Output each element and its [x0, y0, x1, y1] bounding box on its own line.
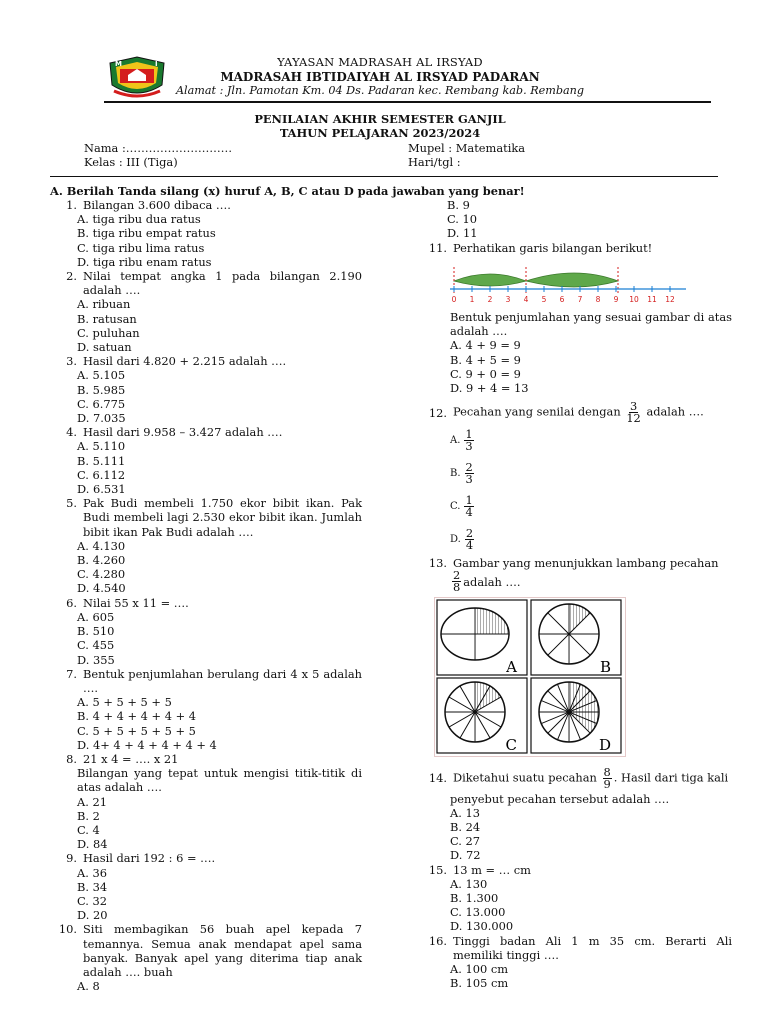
answer-option[interactable]: D. 20 — [77, 908, 108, 923]
field-hari[interactable]: Hari/tgl : — [408, 155, 461, 169]
question-15: 15. 13 m = … cm — [428, 862, 531, 877]
q12-option-b[interactable]: B. $\frac{2}{3}$ — [450, 460, 473, 487]
q10-option[interactable]: B. 9 — [447, 198, 470, 212]
q16-option[interactable]: A. 100 cm — [450, 962, 509, 977]
number-line-label: 12 — [665, 294, 675, 303]
school-name: MADRASAH IBTIDAIYAH AL IRSYAD PADARAN — [220, 70, 540, 84]
left-column — [50, 198, 362, 993]
answer-option[interactable]: A. 21 — [77, 794, 107, 809]
question-12: 12. Pecahan yang senilai dengan $\frac{3}{12}$ adalah …. — [428, 399, 704, 426]
answer-option[interactable]: D. 4.540 — [77, 581, 126, 596]
answer-option[interactable]: B. tiga ribu empat ratus — [77, 226, 216, 241]
question-9: 9. Hasil dari 192 : 6 = …. — [66, 851, 216, 866]
number-line-label: 7 — [577, 294, 583, 303]
answer-option[interactable]: C. 6.775 — [77, 396, 126, 411]
question-2: 2. Nilai tempat angka 1 pada bilangan 2.190 adalah …. — [66, 269, 362, 298]
number-line-label: 5 — [541, 294, 547, 303]
answer-option[interactable]: C. puluhan — [77, 325, 140, 340]
answer-option[interactable]: A. 8 — [77, 979, 100, 994]
answer-option[interactable]: A. 5 + 5 + 5 + 5 — [77, 695, 172, 710]
answer-option[interactable]: C. tiga ribu lima ratus — [77, 240, 205, 255]
q15-option[interactable]: B. 1.300 — [450, 891, 499, 906]
answer-option[interactable]: A. 605 — [77, 609, 115, 624]
figure-label: B — [599, 658, 611, 677]
number-line-label: 3 — [505, 294, 511, 303]
q11-option[interactable]: B. 4 + 5 = 9 — [450, 352, 521, 367]
q11-option[interactable]: C. 9 + 0 = 9 — [450, 366, 521, 381]
field-kelas: Kelas : III (Tiga) — [84, 155, 178, 169]
q15-option[interactable]: C. 13.000 — [450, 905, 506, 920]
number-line-label: 10 — [629, 294, 639, 303]
answer-option[interactable]: D. tiga ribu enam ratus — [77, 254, 212, 269]
right-column: B. 9 C. 10 D. 11 11. Perhatikan garis bilangan berikut! 0 1 2 3 4 5 6 7 8 9 10 11 12 Bentuk penjumlahan yang sesuai gambar di atas adalah …. A. 4 + 9 = 9 B. 4 + 5 = 9 C. 9 + 0 = 9 D. 9 + 4 = 13 12. Pecahan yang senilai dengan $\frac{3}{12}$ adalah …. A. $\frac{1}{3}$ B. $\frac{2}{3}$ C. $\frac{1}{4}$ D. $\frac{2}{4}$ 13. Gambar yang menunjukkan lambang pecahan $\frac{2}{8}$ adalah …. A B C D 14. Diketahui suatu pecahan $\frac{8}{9}$ . Hasil dari tiga kali penyebut pecahan tersebut adalah …. A. 13 B. 24 C. 27 D. 72 15. 13 m = … cm A. 130 B. 1.300 C. 13.000 D. 130.000 16. Tinggi badan Ali 1 m 35 cm. Berarti Ali memiliki tinggi …. A. 100 cm B. 105 cm — [420, 198, 732, 990]
question-16: 16. Tinggi badan Ali 1 m 35 cm. Berarti Ali memiliki tinggi …. — [428, 933, 732, 962]
answer-option[interactable]: B. 2 — [77, 808, 100, 823]
number-line-label: 9 — [613, 294, 619, 303]
question-text: Bilangan yang tepat untuk mengisi titik-titik di atas adalah …. — [77, 766, 362, 795]
number-line-label: 2 — [487, 294, 493, 303]
question-1: 1. Bilangan 3.600 dibaca …. — [66, 198, 231, 212]
q13-fraction-line: $\frac{2}{8}$ adalah …. — [453, 568, 521, 595]
foundation-name: YAYASAN MADRASAH AL IRSYAD — [277, 55, 483, 69]
logo-text: M — [115, 60, 122, 68]
answer-option[interactable]: A. 5.110 — [77, 439, 126, 454]
school-address: Alamat : Jln. Pamotan Km. 04 Ds. Padaran kec. Rembang kab. Rembang — [175, 84, 585, 97]
fraction: $\frac{3}{12}$ — [626, 399, 641, 426]
answer-option[interactable]: B. 5.985 — [77, 382, 126, 397]
answer-option[interactable]: C. 4 — [77, 822, 100, 837]
exam-title: PENILAIAN AKHIR SEMESTER GANJIL — [254, 112, 506, 126]
answer-option[interactable]: D. 355 — [77, 652, 115, 667]
number-line-label: 8 — [595, 294, 601, 303]
answer-option[interactable]: C. 4.280 — [77, 567, 126, 582]
q10-option[interactable]: D. 11 — [447, 226, 478, 241]
figure-label: C — [505, 736, 517, 755]
header-divider — [104, 101, 711, 103]
field-mupel: Mupel : Matematika — [408, 141, 526, 155]
meta-divider — [50, 176, 718, 177]
q11-prompt: Bentuk penjumlahan yang sesuai gambar di atas adalah …. — [450, 310, 732, 339]
q14-option[interactable]: A. 13 — [450, 805, 480, 820]
q12-option-a[interactable]: A. $\frac{1}{3}$ — [450, 427, 473, 454]
answer-option[interactable]: A. 4.130 — [77, 538, 126, 553]
number-line-label: 11 — [647, 294, 657, 303]
number-line-label: 0 — [451, 294, 457, 303]
answer-option[interactable]: A. 36 — [77, 865, 107, 880]
answer-option[interactable]: D. 4+ 4 + 4 + 4 + 4 + 4 — [77, 737, 217, 752]
answer-option[interactable]: D. 6.531 — [77, 482, 126, 497]
number-line-label: 6 — [559, 294, 565, 303]
answer-option[interactable]: A. 5.105 — [77, 368, 126, 383]
question-6: 6. Nilai 55 x 11 = …. — [66, 595, 189, 610]
instructions: A. Berilah Tanda silang (x) huruf A, B, C atau D pada jawaban yang benar! — [50, 184, 525, 198]
q12-option-c[interactable]: C. $\frac{1}{4}$ — [450, 493, 473, 520]
q11-option[interactable]: A. 4 + 9 = 9 — [450, 338, 521, 353]
q14-option[interactable]: B. 24 — [450, 820, 481, 835]
question-14: 14. Diketahui suatu pecahan $\frac{8}{9}$ . Hasil dari tiga kali — [428, 764, 729, 791]
answer-option[interactable]: B. 510 — [77, 624, 115, 639]
question-4: 4. Hasil dari 9.958 – 3.427 adalah …. — [66, 425, 283, 440]
question-3: 3. Hasil dari 4.820 + 2.215 adalah …. — [66, 354, 287, 369]
answer-option[interactable]: B. ratusan — [77, 311, 137, 326]
question-5: 5. Pak Budi membeli 1.750 ekor bibit ikan. Pak Budi membeli lagi 2.530 ekor bibit ikan. Jumlah bibit ikan Pak Budi adalah …. — [66, 496, 362, 539]
answer-option[interactable]: D. 84 — [77, 837, 108, 852]
answer-option[interactable]: B. 4.260 — [77, 553, 126, 568]
answer-option[interactable]: A. tiga ribu dua ratus — [77, 212, 201, 227]
answer-option[interactable]: D. satuan — [77, 340, 132, 355]
q15-option[interactable]: A. 130 — [450, 876, 488, 891]
q10-option[interactable]: C. 10 — [447, 212, 478, 227]
answer-option[interactable]: C. 6.112 — [77, 467, 126, 482]
q12-option-d[interactable]: D. $\frac{2}{4}$ — [450, 526, 474, 553]
q14-option[interactable]: D. 72 — [450, 848, 481, 863]
question-13: 13. Gambar yang menunjukkan lambang pecahan — [428, 556, 719, 571]
answer-option[interactable]: C. 32 — [77, 893, 108, 908]
answer-option[interactable]: D. 7.035 — [77, 411, 126, 426]
question-11: 11. Perhatikan garis bilangan berikut! — [428, 240, 653, 255]
fraction-circles-figure — [434, 597, 626, 757]
q16-option[interactable]: B. 105 cm — [450, 976, 509, 991]
exam-year: TAHUN PELAJARAN 2023/2024 — [279, 126, 481, 140]
answer-option[interactable]: B. 34 — [77, 879, 108, 894]
q14-option[interactable]: C. 27 — [450, 834, 481, 849]
number-line-label: 4 — [523, 294, 529, 303]
number-line-figure — [450, 259, 690, 303]
answer-option[interactable]: C. 455 — [77, 638, 115, 653]
q15-option[interactable]: D. 130.000 — [450, 919, 514, 934]
answer-option[interactable]: C. 5 + 5 + 5 + 5 + 5 — [77, 723, 196, 738]
answer-option[interactable]: B. 4 + 4 + 4 + 4 + 4 — [77, 709, 196, 724]
figure-label: A — [506, 658, 517, 677]
number-line-label: 1 — [469, 294, 475, 303]
answer-option[interactable]: B. 5.111 — [77, 453, 126, 468]
question-10: 10. Siti membagikan 56 buah apel kepada 7 temannya. Semua anak mendapat apel sama banyak. Banyak apel yang diterima tiap anak adalah …. buah — [58, 922, 362, 979]
svg-text:I: I — [155, 60, 158, 68]
field-nama[interactable]: Nama :………………………. — [84, 141, 232, 155]
figure-label: D — [598, 736, 611, 755]
question-8: 8. 21 x 4 = …. x 21 — [66, 751, 179, 766]
answer-option[interactable]: A. ribuan — [77, 297, 131, 312]
q11-option[interactable]: D. 9 + 4 = 13 — [450, 381, 529, 396]
question-7: 7. Bentuk penjumlahan berulang dari 4 x 5 adalah …. — [66, 666, 362, 695]
